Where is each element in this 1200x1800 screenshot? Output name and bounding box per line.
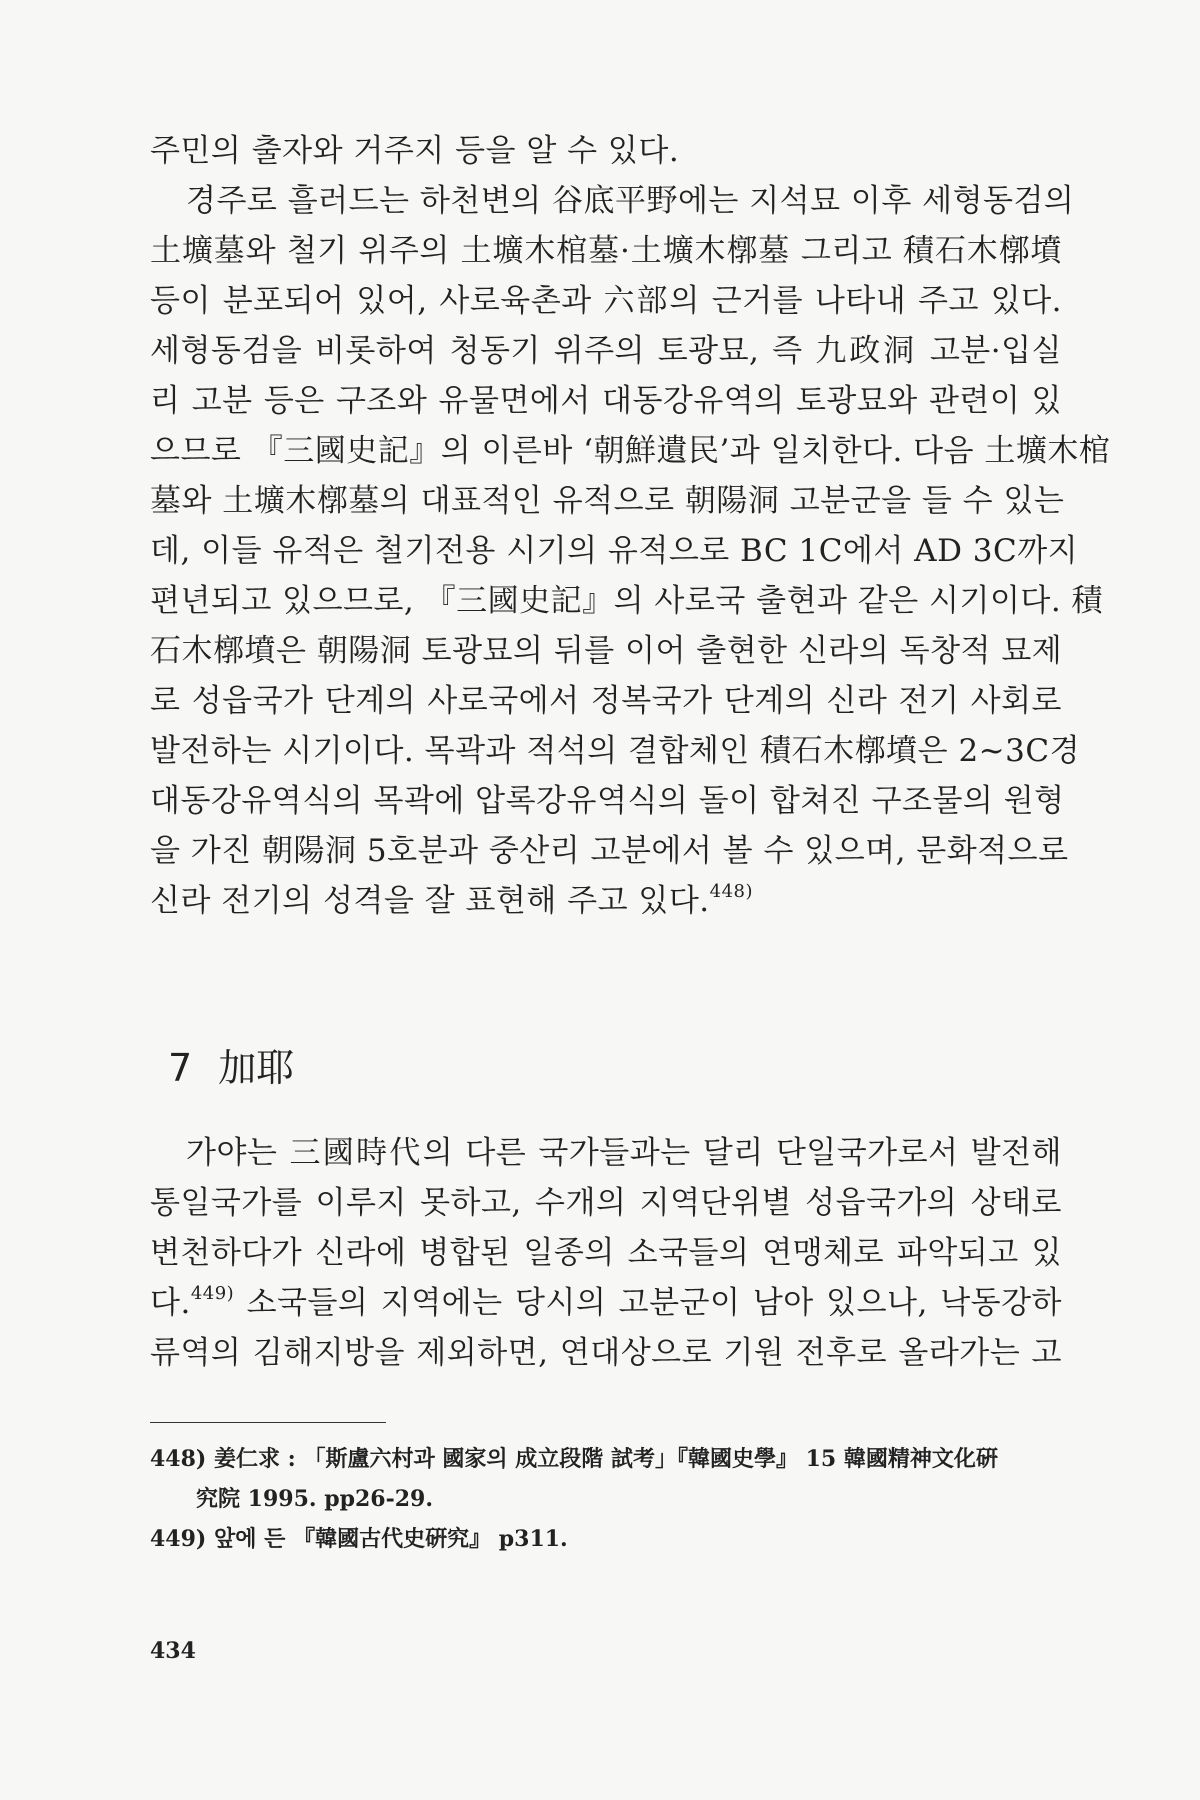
body-line: 으므로 『三國史記』의 이른바 ‘朝鮮遺民’과 일치한다. 다음 土壙木棺 — [150, 433, 1111, 469]
body-line: 土壙墓와 철기 위주의 土壙木棺墓·土壙木槨墓 그리고 積石木槨墳 — [150, 233, 1062, 269]
footnote-448 — [150, 1444, 998, 1474]
footnote-449 — [150, 1524, 568, 1554]
body-line: 가야는 三國時代의 다른 국가들과는 달리 단일국가로서 발전해 — [186, 1135, 1062, 1171]
section-number: 7 — [168, 1046, 193, 1090]
body-line: 경주로 흘러드는 하천변의 谷底平野에는 지석묘 이후 세형동검의 — [186, 183, 1075, 219]
body-line: 주민의 출자와 거주지 등을 알 수 있다. — [150, 133, 680, 169]
footnote-text: 앞에 든 『韓國古代史硏究』 p311. — [214, 1526, 568, 1552]
body-line: 발전하는 시기이다. 목곽과 적석의 결합체인 積石木槨墳은 2~3C경 — [150, 733, 1081, 769]
body-line: 변천하다가 신라에 병합된 일종의 소국들의 연맹체로 파악되고 있 — [150, 1235, 1062, 1271]
footnote-divider — [150, 1422, 386, 1423]
body-line: 로 성읍국가 단계의 사로국에서 정복국가 단계의 신라 전기 사회로 — [150, 683, 1062, 719]
body-line: 등이 분포되어 있어, 사로육촌과 六部의 근거를 나타내 주고 있다. — [150, 283, 1062, 319]
body-line: 편년되고 있으므로, 『三國史記』의 사로국 출현과 같은 시기이다. 積 — [150, 583, 1104, 619]
body-line — [150, 1283, 1062, 1323]
body-line-text: 다. — [150, 1285, 191, 1321]
footnote-text: 姜仁求 : 「斯盧六村과 國家의 成立段階 試考」『韓國史學』 15 韓國精神文化硏 — [214, 1446, 998, 1472]
section-title: 加耶 — [218, 1046, 295, 1090]
body-line-text: 신라 전기의 성격을 잘 표현해 주고 있다. — [150, 883, 710, 919]
footnote-number: 448) — [150, 1446, 207, 1472]
body-line: 石木槨墳은 朝陽洞 토광묘의 뒤를 이어 출현한 신라의 독창적 묘제 — [150, 633, 1063, 669]
body-line: 데, 이들 유적은 철기전용 시기의 유적으로 BC 1C에서 AD 3C까지 — [150, 533, 1079, 569]
footnote-number: 449) — [150, 1526, 207, 1552]
footnote-ref-448[interactable]: 448) — [709, 881, 754, 902]
body-line: 통일국가를 이루지 못하고, 수개의 지역단위별 성읍국가의 상태로 — [150, 1185, 1062, 1221]
body-line: 세형동검을 비롯하여 청동기 위주의 토광묘, 즉 九政洞 고분·입실 — [150, 333, 1062, 369]
footnote-ref-449[interactable]: 449) — [190, 1283, 235, 1304]
body-line: 리 고분 등은 구조와 유물면에서 대동강유역의 토광묘와 관련이 있 — [150, 383, 1062, 419]
body-line: 류역의 김해지방을 제외하면, 연대상으로 기원 전후로 올라가는 고 — [150, 1335, 1062, 1371]
footnote-448-continuation: 究院 1995. pp26-29. — [196, 1486, 433, 1512]
body-line: 대동강유역식의 목곽에 압록강유역식의 돌이 합쳐진 구조물의 원형 — [150, 783, 1065, 819]
body-line: 墓와 土壙木槨墓의 대표적인 유적으로 朝陽洞 고분군을 들 수 있는 — [150, 483, 1065, 519]
section-heading — [168, 1044, 294, 1092]
page-number: 434 — [150, 1638, 196, 1664]
body-line: 을 가진 朝陽洞 5호분과 중산리 고분에서 볼 수 있으며, 문화적으로 — [150, 833, 1069, 869]
body-line — [150, 881, 1062, 921]
body-line-text: 소국들의 지역에는 당시의 고분군이 남아 있으나, 낙동강하 — [246, 1285, 1062, 1321]
